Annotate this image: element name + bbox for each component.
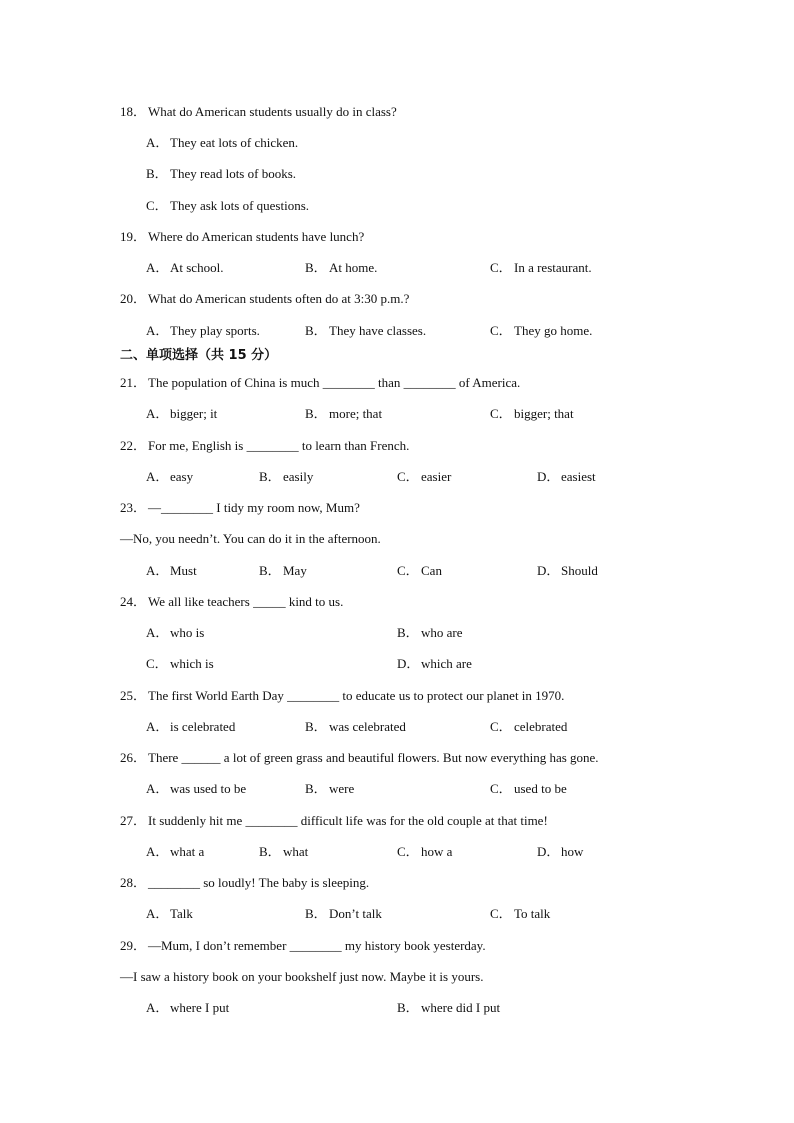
question-text: There ______ a lot of green grass and beautiful flowers. But now everything has gone. bbox=[148, 750, 599, 765]
question-19-stem bbox=[0, 227, 794, 247]
question-18-stem bbox=[0, 102, 794, 122]
question-20-options: A． They play sports. B． They have classes. C． They go home. bbox=[146, 323, 593, 338]
question-21-options: A． bigger; it B． more; that C． bigger; that bbox=[146, 406, 574, 421]
question-21-stem bbox=[0, 373, 794, 393]
question-19-options: A． At school. B． At home. C． In a restaurant. bbox=[146, 260, 592, 275]
question-number: 28． bbox=[120, 875, 147, 890]
question-text: For me, English is ________ to learn than French. bbox=[148, 438, 410, 453]
question-28-stem bbox=[0, 873, 794, 893]
question-23-options: A． Must B． May C． Can D． Should bbox=[146, 563, 598, 578]
question-text: —Mum, I don’t remember ________ my history book yesterday. bbox=[148, 938, 486, 953]
question-24-stem bbox=[0, 592, 794, 612]
question-number: 21． bbox=[120, 375, 147, 390]
question-number: 27． bbox=[120, 813, 147, 828]
option-b: B． They read lots of books. bbox=[146, 166, 297, 181]
question-text: —________ I tidy my room now, Mum? bbox=[148, 500, 360, 515]
option-a: A． They eat lots of chicken. bbox=[146, 135, 299, 150]
question-23-reply: —No, you needn’t. You can do it in the afternoon. bbox=[120, 531, 381, 546]
question-number: 22． bbox=[120, 438, 147, 453]
question-26-stem bbox=[0, 748, 794, 768]
question-24-options-row2: C． which is D． which are bbox=[146, 656, 472, 671]
question-text: What do American students usually do in class? bbox=[148, 104, 397, 119]
option-c: C． They ask lots of questions. bbox=[146, 198, 310, 213]
question-text: The population of China is much ________ than ________ of America. bbox=[148, 375, 521, 390]
question-22-stem bbox=[0, 436, 794, 456]
question-20-stem bbox=[0, 289, 794, 309]
question-22-options: A． easy B． easily C． easier D． easiest bbox=[146, 469, 596, 484]
question-text: We all like teachers _____ kind to us. bbox=[148, 594, 344, 609]
question-number: 20． bbox=[120, 291, 147, 306]
question-number: 24． bbox=[120, 594, 147, 609]
question-29-reply: —I saw a history book on your bookshelf just now. Maybe it is yours. bbox=[120, 969, 484, 984]
question-24-options-row1: A． who is B． who are bbox=[146, 625, 463, 640]
question-25-stem bbox=[0, 686, 794, 706]
question-number: 23． bbox=[120, 500, 147, 515]
question-27-options: A． what a B． what C． how a D． how bbox=[146, 844, 584, 859]
question-text: It suddenly hit me ________ difficult life was for the old couple at that time! bbox=[148, 813, 548, 828]
question-text: Where do American students have lunch? bbox=[148, 229, 365, 244]
question-number: 18． bbox=[120, 104, 147, 119]
section-heading: 二、单项选择（共 15 分） bbox=[120, 348, 278, 363]
question-number: 19． bbox=[120, 229, 147, 244]
question-27-stem bbox=[0, 811, 794, 831]
question-number: 26． bbox=[120, 750, 147, 765]
question-29-options: A． where I put B． where did I put bbox=[146, 1000, 501, 1015]
question-number: 25． bbox=[120, 688, 147, 703]
question-29-stem bbox=[0, 936, 794, 956]
question-number: 29． bbox=[120, 938, 147, 953]
question-23-stem bbox=[0, 498, 794, 518]
question-26-options: A． was used to be B． were C． used to be bbox=[146, 781, 567, 796]
question-text: What do American students often do at 3:30 p.m.? bbox=[148, 291, 410, 306]
question-text: ________ so loudly! The baby is sleeping. bbox=[148, 875, 370, 890]
question-text: The first World Earth Day ________ to educate us to protect our planet in 1970. bbox=[148, 688, 565, 703]
question-25-options: A． is celebrated B． was celebrated C． celebrated bbox=[146, 719, 568, 734]
question-28-options: A． Talk B． Don’t talk C． To talk bbox=[146, 906, 551, 921]
